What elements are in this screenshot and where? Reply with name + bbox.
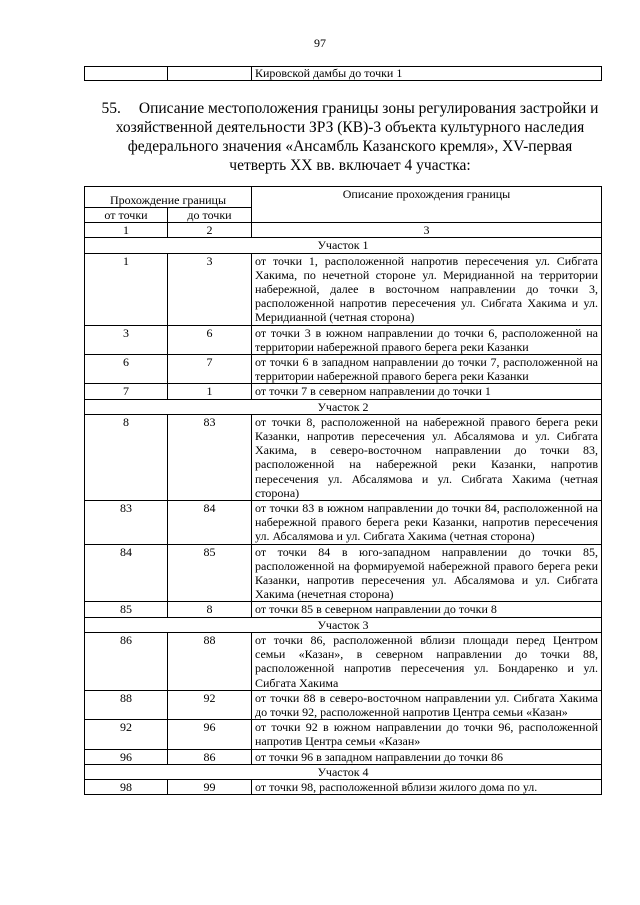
from-point-cell: 86 bbox=[85, 632, 168, 690]
header-col-3: 3 bbox=[252, 223, 602, 238]
table-header-numbers-row bbox=[85, 223, 602, 238]
description-cell: от точки 85 в северном направлении до точки 8 bbox=[252, 602, 602, 617]
section-title-cell: Участок 2 bbox=[85, 399, 602, 414]
table-row bbox=[85, 602, 602, 617]
header-col-2: 2 bbox=[168, 223, 252, 238]
section-heading bbox=[100, 99, 600, 175]
description-cell: от точки 8, расположенной на набережной правого берега реки Казанки, напротив пересечения ул. Абсалямова и ул. Сибгата Хакима, в северо-восточном направлении до точки 83, расположенной на набережной реки Казанки, напротив пересечения ул. Абсалямова и ул. Сибгата Хакима (четная сторона) bbox=[252, 414, 602, 500]
to-point-cell: 99 bbox=[168, 779, 252, 794]
description-cell: от точки 98, расположенной вблизи жилого дома по ул. bbox=[252, 779, 602, 794]
header-description: Описание прохождения границы bbox=[252, 187, 602, 223]
table-cell bbox=[168, 67, 252, 81]
table-row bbox=[85, 355, 602, 384]
header-col-1: 1 bbox=[85, 223, 168, 238]
description-cell: от точки 3 в южном направлении до точки 6, расположенной на территории набережной правого берега реки Казанки bbox=[252, 325, 602, 354]
from-point-cell: 3 bbox=[85, 325, 168, 354]
description-cell: от точки 7 в северном направлении до точки 1 bbox=[252, 384, 602, 399]
from-point-cell: 1 bbox=[85, 253, 168, 325]
section-title: Описание местоположения границы зоны регулирования застройки и хозяйственной деятельности ЗРЗ (КВ)-3 объекта культурного наследия федерального значения «Ансамбль Казанского кремля», XV-первая четверть XX вв. включает 4 участка: bbox=[115, 100, 599, 174]
section-row bbox=[85, 617, 602, 632]
from-point-cell: 7 bbox=[85, 384, 168, 399]
table-row bbox=[85, 779, 602, 794]
table-row bbox=[85, 544, 602, 602]
table-row bbox=[85, 325, 602, 354]
to-point-cell: 92 bbox=[168, 690, 252, 719]
table-row bbox=[85, 67, 602, 81]
header-from: от точки bbox=[85, 208, 168, 223]
from-point-cell: 98 bbox=[85, 779, 168, 794]
continuation-table bbox=[84, 66, 602, 81]
table-body bbox=[85, 238, 602, 795]
section-row bbox=[85, 764, 602, 779]
section-row bbox=[85, 399, 602, 414]
description-cell: от точки 96 в западном направлении до точки 86 bbox=[252, 749, 602, 764]
to-point-cell: 96 bbox=[168, 720, 252, 749]
table-row bbox=[85, 632, 602, 690]
table-row bbox=[85, 501, 602, 545]
section-title-cell: Участок 4 bbox=[85, 764, 602, 779]
table-row bbox=[85, 414, 602, 500]
to-point-cell: 83 bbox=[168, 414, 252, 500]
to-point-cell: 3 bbox=[168, 253, 252, 325]
to-point-cell: 88 bbox=[168, 632, 252, 690]
table-row bbox=[85, 749, 602, 764]
continuation-text: Кировской дамбы до точки 1 bbox=[252, 67, 602, 81]
table-header-row bbox=[85, 187, 602, 208]
description-cell: от точки 88 в северо-восточном направлении ул. Сибгата Хакима до точки 92, расположенной напротив Центра семьи «Казан» bbox=[252, 690, 602, 719]
section-title-cell: Участок 1 bbox=[85, 238, 602, 253]
from-point-cell: 88 bbox=[85, 690, 168, 719]
table-row bbox=[85, 253, 602, 325]
from-point-cell: 6 bbox=[85, 355, 168, 384]
page-number: 97 bbox=[314, 36, 326, 50]
boundary-table bbox=[84, 186, 602, 795]
from-point-cell: 84 bbox=[85, 544, 168, 602]
to-point-cell: 84 bbox=[168, 501, 252, 545]
from-point-cell: 8 bbox=[85, 414, 168, 500]
description-cell: от точки 83 в южном направлении до точки 84, расположенной на набережной правого берега реки Казанки, напротив пересечения ул. Абсалямова и ул. Сибгата Хакима (четная сторона) bbox=[252, 501, 602, 545]
section-number: 55. bbox=[101, 100, 121, 117]
table-cell bbox=[85, 67, 168, 81]
header-passage: Прохождение границы bbox=[85, 187, 252, 208]
description-cell: от точки 6 в западном направлении до точки 7, расположенной на территории набережной правого берега реки Казанки bbox=[252, 355, 602, 384]
header-to: до точки bbox=[168, 208, 252, 223]
description-cell: от точки 1, расположенной напротив пересечения ул. Сибгата Хакима, по нечетной стороне ул. Меридианной на территории набережной, далее в восточном направлении до точки 3, расположенной напротив пересечения ул. Сибгата Хакима и ул. Меридианной (четная сторона) bbox=[252, 253, 602, 325]
from-point-cell: 96 bbox=[85, 749, 168, 764]
from-point-cell: 85 bbox=[85, 602, 168, 617]
to-point-cell: 1 bbox=[168, 384, 252, 399]
description-cell: от точки 86, расположенной вблизи площади перед Центром семьи «Казан», в северном направлении до точки 88, расположенной напротив пересечения ул. Бондаренко и ул. Сибгата Хакима bbox=[252, 632, 602, 690]
to-point-cell: 7 bbox=[168, 355, 252, 384]
to-point-cell: 85 bbox=[168, 544, 252, 602]
from-point-cell: 92 bbox=[85, 720, 168, 749]
table-row bbox=[85, 690, 602, 719]
table-row bbox=[85, 720, 602, 749]
to-point-cell: 6 bbox=[168, 325, 252, 354]
table-row bbox=[85, 384, 602, 399]
description-cell: от точки 84 в юго-западном направлении до точки 85, расположенной на формируемой набережной правого берега реки Казанки, напротив пересечения ул. Абсалямова и ул. Сибгата Хакима (нечетная сторона) bbox=[252, 544, 602, 602]
description-cell: от точки 92 в южном направлении до точки 96, расположенной напротив Центра семьи «Казан» bbox=[252, 720, 602, 749]
to-point-cell: 86 bbox=[168, 749, 252, 764]
section-row bbox=[85, 238, 602, 253]
from-point-cell: 83 bbox=[85, 501, 168, 545]
section-title-cell: Участок 3 bbox=[85, 617, 602, 632]
to-point-cell: 8 bbox=[168, 602, 252, 617]
